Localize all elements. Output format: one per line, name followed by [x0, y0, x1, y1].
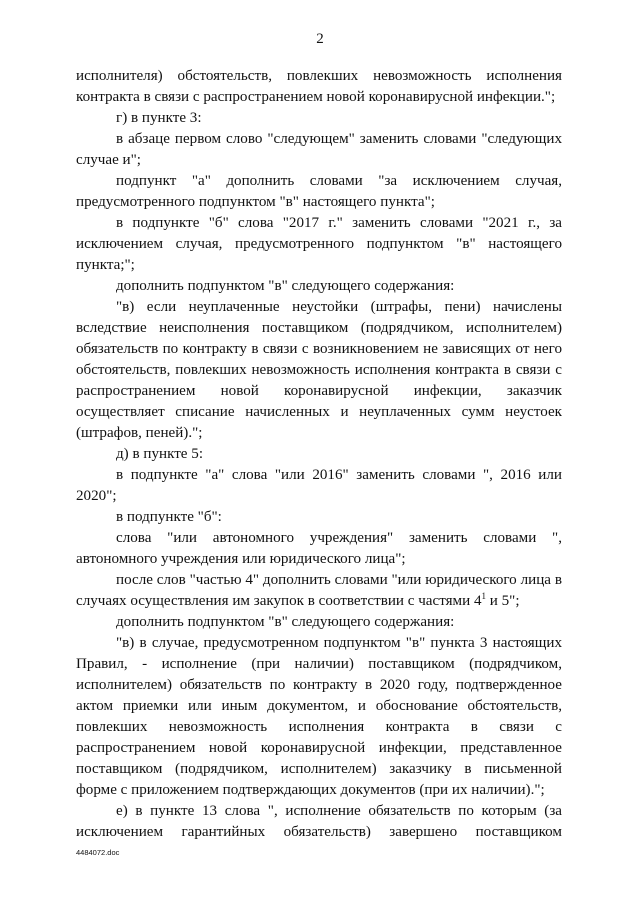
- document-file-code: 4484072.doc: [76, 848, 120, 857]
- superscript-text: 1: [481, 590, 486, 601]
- paragraph-text: после слов "частью 4" дополнить словами "или юридического лица в случаях осуществления им закупок в соответствии с частями 4: [76, 572, 562, 609]
- paragraph: [76, 570, 562, 612]
- paragraph: [76, 801, 562, 843]
- paragraph-text: исполнителя) обстоятельств, повлекших невозможность исполнения контракта в связи с распространением новой коронавирусной инфекции.";: [76, 68, 562, 105]
- paragraph-text: е) в пункте 13 слова ", исполнение обязательств по которым (за исключением гарантийных обязательств) завершено поставщиком: [76, 803, 562, 840]
- paragraph: [76, 612, 562, 633]
- paragraph-text-continued: и 5";: [486, 593, 520, 609]
- paragraph: [76, 276, 562, 297]
- paragraph: [76, 633, 562, 801]
- page-number: 2: [316, 31, 324, 47]
- paragraph: [76, 108, 562, 129]
- paragraph-text: дополнить подпунктом "в" следующего содержания:: [116, 278, 455, 294]
- paragraph: [76, 297, 562, 444]
- document-body: [76, 66, 562, 843]
- paragraph-text: дополнить подпунктом "в" следующего содержания:: [116, 614, 455, 630]
- paragraph-text: в подпункте "б" слова "2017 г." заменить словами "2021 г., за исключением случая, предусмотренного подпунктом "в" настоящего пункта;";: [76, 215, 562, 273]
- paragraph-text: слова "или автономного учреждения" заменить словами ", автономного учреждения или юридического лица";: [76, 530, 562, 567]
- paragraph-text: в подпункте "б":: [116, 509, 222, 525]
- paragraph: [76, 213, 562, 276]
- paragraph-text: "в) если неуплаченные неустойки (штрафы, пени) начислены вследствие неисполнения поставщиком (подрядчиком, исполнителем) обязательств по контракту в связи с возникновением не зависящих от него обстоятельств, повлекших невозможность исполнения контракта в связи с распространением новой коронавирусной инфекции, заказчик осуществляет списание начисленных и неуплаченных сумм неустоек (штрафов, пеней).";: [76, 299, 562, 441]
- paragraph: [76, 444, 562, 465]
- paragraph-text: "в) в случае, предусмотренном подпунктом "в" пункта 3 настоящих Правил, - исполнение (при наличии) поставщиком (подрядчиком, исполнителем) обязательств по контракту в 2020 году, подтвержденное актом приемки или иным документом, и обоснование обстоятельств, повлекших невозможность исполнения контракта в связи с распространением новой коронавирусной инфекции, представленное поставщиком (подрядчиком, исполнителем) заказчику в письменной форме с приложением подтверждающих документов (при их наличии).";: [76, 635, 562, 798]
- paragraph-text: г) в пункте 3:: [116, 110, 202, 126]
- paragraph: [76, 129, 562, 171]
- paragraph: [76, 465, 562, 507]
- paragraph: [76, 171, 562, 213]
- paragraph: [76, 507, 562, 528]
- paragraph-text: в подпункте "а" слова "или 2016" заменить словами ", 2016 или 2020";: [76, 467, 562, 504]
- paragraph-text: в абзаце первом слово "следующем" заменить словами "следующих случае и";: [76, 131, 562, 168]
- paragraph-text: подпункт "а" дополнить словами "за исключением случая, предусмотренного подпунктом "в" настоящего пункта";: [76, 173, 562, 210]
- paragraph-text: д) в пункте 5:: [116, 446, 204, 462]
- paragraph: [76, 66, 562, 108]
- paragraph: [76, 528, 562, 570]
